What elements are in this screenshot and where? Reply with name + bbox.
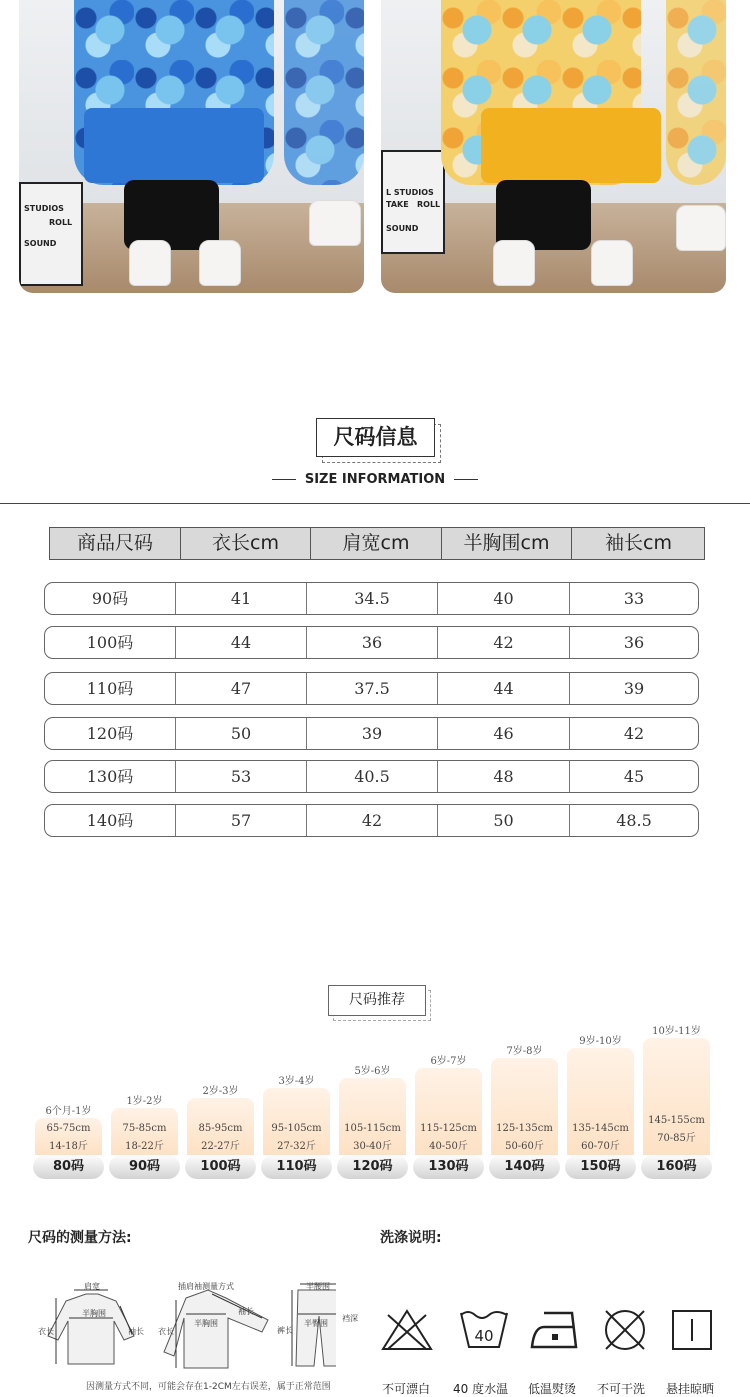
size-label: 90码: [109, 1155, 180, 1179]
table-cell: 39: [307, 718, 438, 749]
measure-note: 因测量方式不同，可能会存在1-2CM左右误差，属于正常范围: [86, 1382, 331, 1392]
table-row: [44, 672, 699, 705]
age-range: 10岁-11岁: [652, 1026, 701, 1037]
table-cell: 33: [623, 589, 645, 608]
jacket-mirror: [666, 0, 726, 185]
section-title: 尺码信息: [316, 418, 435, 457]
shoe: [129, 240, 171, 286]
label-shoulder: 肩宽: [84, 1282, 100, 1291]
weight-range: 30-40斤: [353, 1141, 392, 1152]
table-cell: 53: [176, 761, 307, 792]
age-range: 3岁-4岁: [278, 1076, 315, 1087]
table-cell: 40: [438, 583, 570, 614]
table-cell: 45: [623, 767, 645, 786]
label-hip: 半臀围: [304, 1319, 328, 1328]
board-text: SOUND: [386, 224, 419, 233]
height-range: 125-135cm: [496, 1123, 553, 1134]
product-photo-yellow: [381, 0, 726, 293]
weight-range: 14-18斤: [49, 1141, 88, 1152]
table-cell: 100码: [45, 627, 176, 658]
board-text: STUDIOS: [24, 204, 64, 213]
jacket-mirror: [284, 0, 364, 185]
label-raglan-length: 衣长: [158, 1327, 174, 1336]
shoe: [199, 240, 241, 286]
table-cell: 42: [623, 724, 645, 743]
table-cell: 130码: [45, 761, 176, 792]
table-cell: 110码: [45, 673, 176, 704]
table-cell: 48: [438, 761, 570, 792]
care-label: 不可干洗: [597, 1382, 646, 1396]
subtitle-text: SIZE INFORMATION: [304, 472, 446, 487]
weight-range: 60-70斤: [581, 1141, 620, 1152]
board-text: TAKE: [386, 200, 409, 209]
table-cell: 50: [176, 718, 307, 749]
table-cell: 46: [438, 718, 570, 749]
header-cell: 商品尺码: [50, 528, 181, 559]
table-cell: 34.5: [307, 583, 438, 614]
care-label: 40 度水温: [453, 1382, 509, 1396]
label-pants-length: 裤长: [277, 1326, 293, 1335]
table-cell: 48.5: [616, 811, 652, 830]
wash-40-icon: [457, 1307, 511, 1353]
table-cell: 37.5: [307, 673, 438, 704]
no-bleach-icon: [380, 1307, 434, 1353]
board-text: SOUND: [24, 239, 57, 248]
size-label: 110码: [261, 1155, 332, 1179]
size-label: 160码: [641, 1155, 712, 1179]
label-sleeve: 袖长: [128, 1327, 144, 1336]
table-cell: 90码: [45, 583, 176, 614]
size-label: 120码: [337, 1155, 408, 1179]
section-subtitle: [0, 472, 750, 487]
jacket-panel: [84, 108, 264, 183]
height-range: 85-95cm: [198, 1123, 243, 1134]
clapperboard: [19, 182, 83, 286]
care-label: 低温熨烫: [528, 1382, 577, 1396]
table-row: [44, 717, 699, 750]
table-cell: 41: [176, 583, 307, 614]
height-range: 145-155cm: [648, 1115, 705, 1126]
table-cell: 36: [623, 633, 645, 652]
height-range: 95-105cm: [271, 1123, 322, 1134]
low-iron-icon: [528, 1307, 582, 1353]
height-range: 75-85cm: [122, 1123, 167, 1134]
weight-range: 27-32斤: [277, 1141, 316, 1152]
size-label: 130码: [413, 1155, 484, 1179]
table-cell: 40.5: [307, 761, 438, 792]
label-chest: 半胸围: [82, 1309, 106, 1318]
table-cell: 44: [176, 627, 307, 658]
shoe: [309, 200, 361, 246]
table-row: [44, 804, 699, 837]
label-rise: 裆深: [342, 1314, 358, 1323]
height-range: 135-145cm: [572, 1123, 629, 1134]
table-row: [44, 582, 699, 615]
measure-title: 尺码的测量方法:: [28, 1230, 132, 1246]
age-range: 6岁-7岁: [430, 1056, 467, 1067]
size-label: 80码: [33, 1155, 104, 1179]
label-waist: 半腰围: [306, 1282, 330, 1291]
size-table-header: [49, 527, 705, 560]
weight-range: 40-50斤: [429, 1141, 468, 1152]
label-length: 衣长: [38, 1327, 54, 1336]
table-cell: 140码: [45, 805, 176, 836]
size-label: 140码: [489, 1155, 560, 1179]
age-range: 2岁-3岁: [202, 1086, 239, 1097]
wash-temp-text: 40: [474, 1327, 494, 1345]
table-cell: 120码: [45, 718, 176, 749]
height-range: 105-115cm: [344, 1123, 401, 1134]
table-cell: 36: [307, 627, 438, 658]
age-range: 1岁-2岁: [126, 1096, 163, 1107]
table-row: [44, 760, 699, 793]
weight-range: 70-85斤: [657, 1133, 696, 1144]
care-label: 不可漂白: [382, 1382, 431, 1396]
shoe: [676, 205, 726, 251]
label-raglan-title: 插肩袖测量方式: [178, 1282, 234, 1291]
clapperboard: [381, 150, 445, 254]
raglan-diagram: [164, 1290, 268, 1368]
weight-range: 50-60斤: [505, 1141, 544, 1152]
table-cell: 42: [307, 805, 438, 836]
board-text: ROLL: [417, 200, 441, 209]
shoe: [591, 240, 633, 286]
divider: [0, 503, 750, 504]
age-range: 5岁-6岁: [354, 1066, 391, 1077]
board-text: L STUDIOS: [386, 188, 434, 197]
weight-range: 18-22斤: [125, 1141, 164, 1152]
height-range: 115-125cm: [420, 1123, 477, 1134]
table-cell: 47: [176, 673, 307, 704]
age-range: 7岁-8岁: [506, 1046, 543, 1057]
header-cell: 衣长cm: [181, 528, 311, 559]
table-cell: 50: [438, 805, 570, 836]
board-text: ROLL: [49, 218, 73, 227]
label-raglan-sleeve: 袖长: [238, 1307, 254, 1316]
age-range: 9岁-10岁: [579, 1036, 622, 1047]
label-raglan-chest: 半胸围: [194, 1319, 218, 1328]
header-cell: 半胸围cm: [442, 528, 572, 559]
recommend-title: 尺码推荐: [328, 985, 426, 1016]
header-cell: 肩宽cm: [311, 528, 442, 559]
hang-dry-icon: [665, 1307, 719, 1353]
size-label: 150码: [565, 1155, 636, 1179]
product-photo-blue: [19, 0, 364, 293]
table-cell: 57: [176, 805, 307, 836]
care-label: 悬挂晾晒: [666, 1382, 715, 1396]
table-cell: 39: [623, 679, 645, 698]
weight-range: 22-27斤: [201, 1141, 240, 1152]
table-row: [44, 626, 699, 659]
care-title: 洗涤说明:: [380, 1230, 442, 1246]
table-cell: 42: [438, 627, 570, 658]
header-cell: 袖长cm: [605, 532, 672, 554]
shoe: [493, 240, 535, 286]
jacket-panel: [481, 108, 661, 183]
height-range: 65-75cm: [46, 1123, 91, 1134]
table-cell: 44: [438, 673, 570, 704]
no-dry-clean-icon: [598, 1307, 652, 1353]
sweater-diagram: [48, 1294, 134, 1364]
size-label: 100码: [185, 1155, 256, 1179]
age-range: 6个月-1岁: [45, 1106, 92, 1117]
